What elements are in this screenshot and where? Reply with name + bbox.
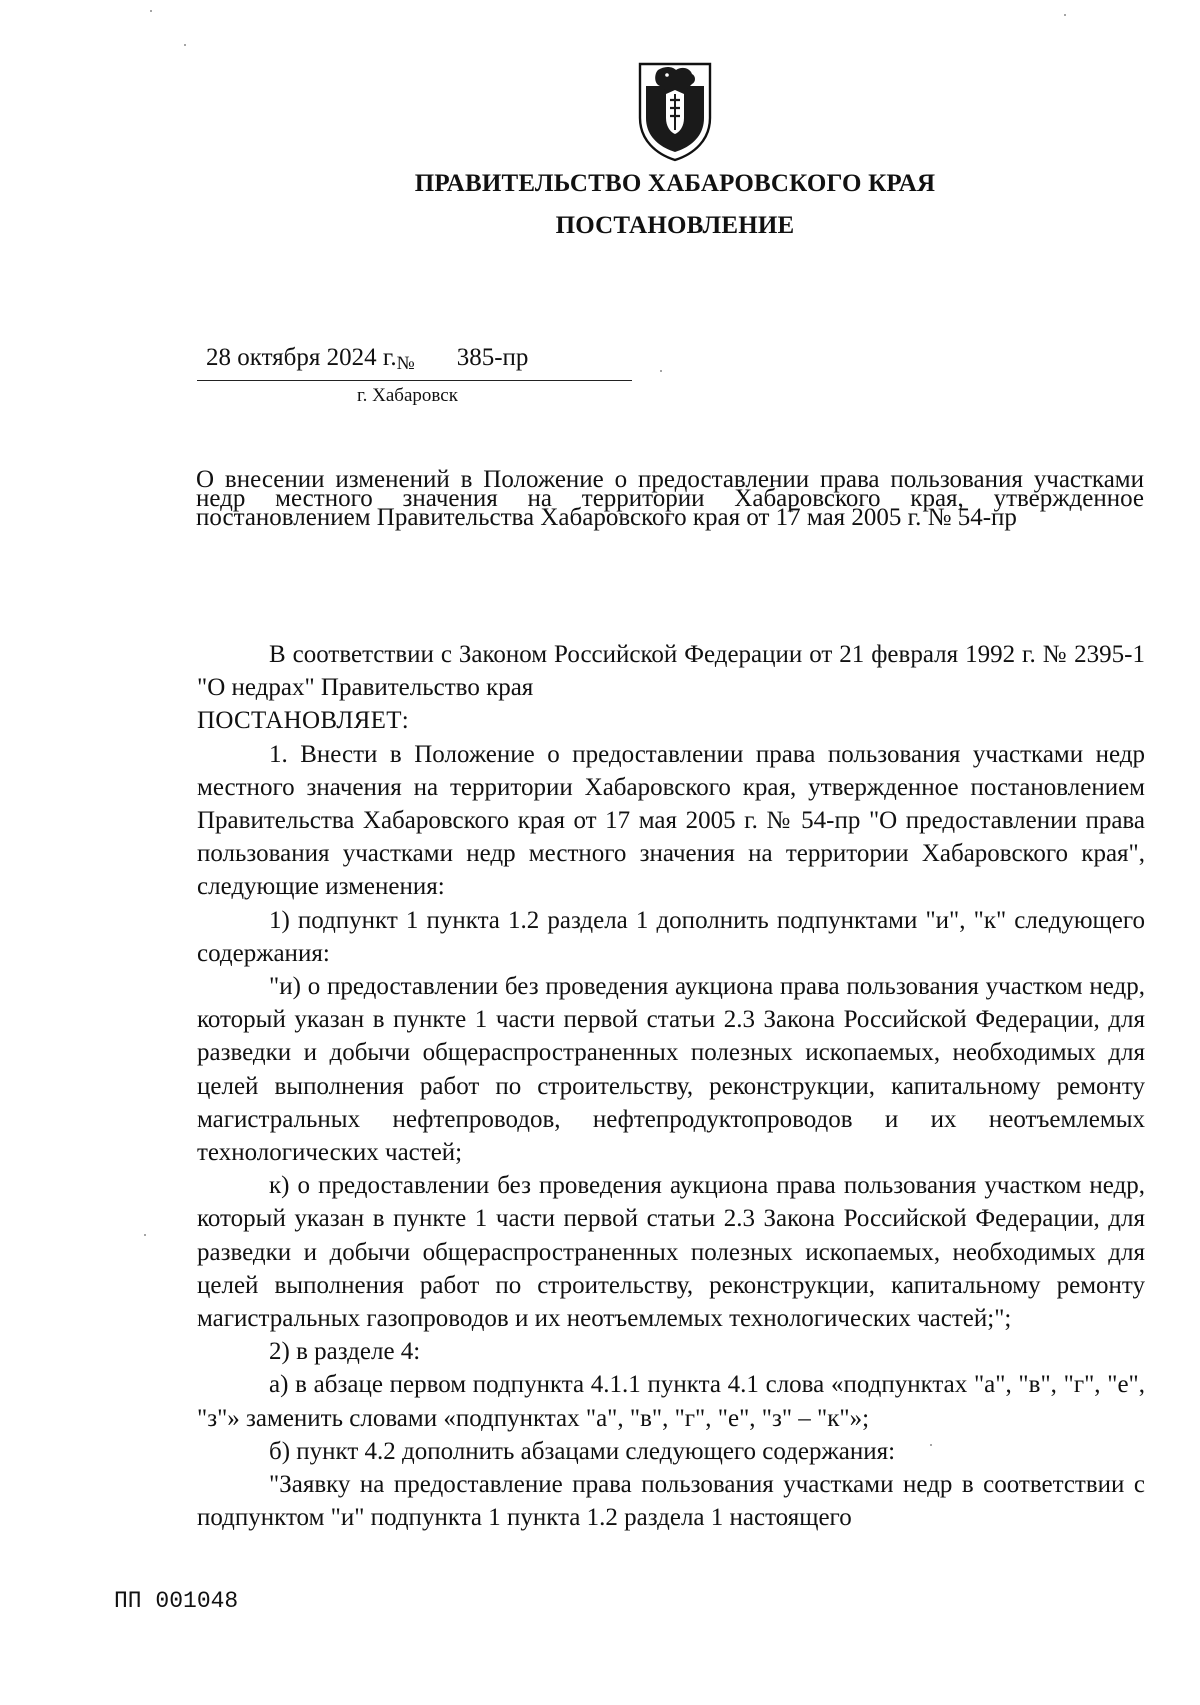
quoted-paragraph: "Заявку на предоставление права пользования участками недр в соответствии с подпунктом "и" подпункта 1 пункта 1.2 раздела 1 настоящего bbox=[197, 1471, 1145, 1532]
scan-speck bbox=[1064, 14, 1066, 16]
document-type-title: ПОСТАНОВЛЕНИЕ bbox=[555, 212, 795, 239]
scan-speck bbox=[184, 44, 186, 46]
khabarovsk-coat-of-arms-icon bbox=[636, 60, 714, 162]
scan-speck bbox=[660, 370, 662, 372]
subparagraph-i: "и) о предоставлении без проведения аукциона права пользования участком недр, который указан в пункте 1 части первой статьи 2.3 Закона Российской Федерации, для разведки и добычи общераспространенных полезных ископаемых, необходимых для целей выполнения работ по строительству, реконструкции, капитальному ремонту магистральных нефтепроводов, нефтепродуктопроводов и их неотъемлемых технологических частей; bbox=[197, 973, 1145, 1167]
date-number-line bbox=[206, 344, 528, 375]
scan-speck bbox=[930, 1444, 932, 1446]
government-title: ПРАВИТЕЛЬСТВО ХАБАРОВСКОГО КРАЯ bbox=[414, 170, 936, 197]
document-number: 385-пр bbox=[456, 344, 529, 371]
preamble-paragraph: В соответствии с Законом Российской Федерации от 21 февраля 1992 г. № 2395-1 "О недрах" Правительство края bbox=[197, 641, 1145, 702]
city-name: г. Хабаровск bbox=[357, 385, 458, 406]
subject-heading: О внесении изменений в Положение о предоставлении права пользования участками недр местного значения на территории Хабаровского края, утвержденное постановлением Правительства Хабаровского края от 17 мая 2005 г. № 54-пр bbox=[196, 466, 1144, 531]
paragraph-1: 1. Внести в Положение о предоставлении права пользования участками недр местного значения на территории Хабаровского края, утвержденное постановлением Правительства Хабаровского края от 17 мая 2005 г. № 54-пр "О предоставлении права пользования участками недр местного значения на территории Хабаровского края", следующие изменения: bbox=[197, 740, 1145, 901]
date-underline bbox=[197, 380, 632, 381]
paragraph-1-1: 1) подпункт 1 пункта 1.2 раздела 1 дополнить подпунктами "и", "к" следующего содержания: bbox=[197, 906, 1145, 967]
form-serial-code: ПП 001048 bbox=[114, 1588, 239, 1614]
number-sign: № bbox=[396, 353, 415, 374]
resolves-heading: ПОСТАНОВЛЯЕТ: bbox=[197, 707, 410, 735]
paragraph-1-2: 2) в разделе 4: bbox=[269, 1338, 421, 1366]
scan-speck bbox=[144, 1234, 146, 1236]
paragraph-1-2-b: б) пункт 4.2 дополнить абзацами следующего содержания: bbox=[269, 1437, 896, 1465]
document-body bbox=[197, 638, 1145, 1534]
subparagraph-k: к) о предоставлении без проведения аукциона права пользования участком недр, который указан в пункте 1 части первой статьи 2.3 Закона Российской Федерации, для разведки и добычи общераспространенных полезных ископаемых, необходимых для целей выполнения работ по строительству, реконструкции, капитальному ремонту магистральных газопроводов и их неотъемлемых технологических частей;"; bbox=[197, 1172, 1145, 1333]
scan-speck bbox=[150, 10, 152, 12]
document-date: 28 октября 2024 г. bbox=[206, 344, 397, 371]
paragraph-1-2-a: а) в абзаце первом подпункта 4.1.1 пункта 4.1 слова «подпунктах "а", "в", "г", "е", "з"» заменить словами «подпунктах "а", "в", "г", "е", "з" – "к"»; bbox=[197, 1371, 1145, 1432]
